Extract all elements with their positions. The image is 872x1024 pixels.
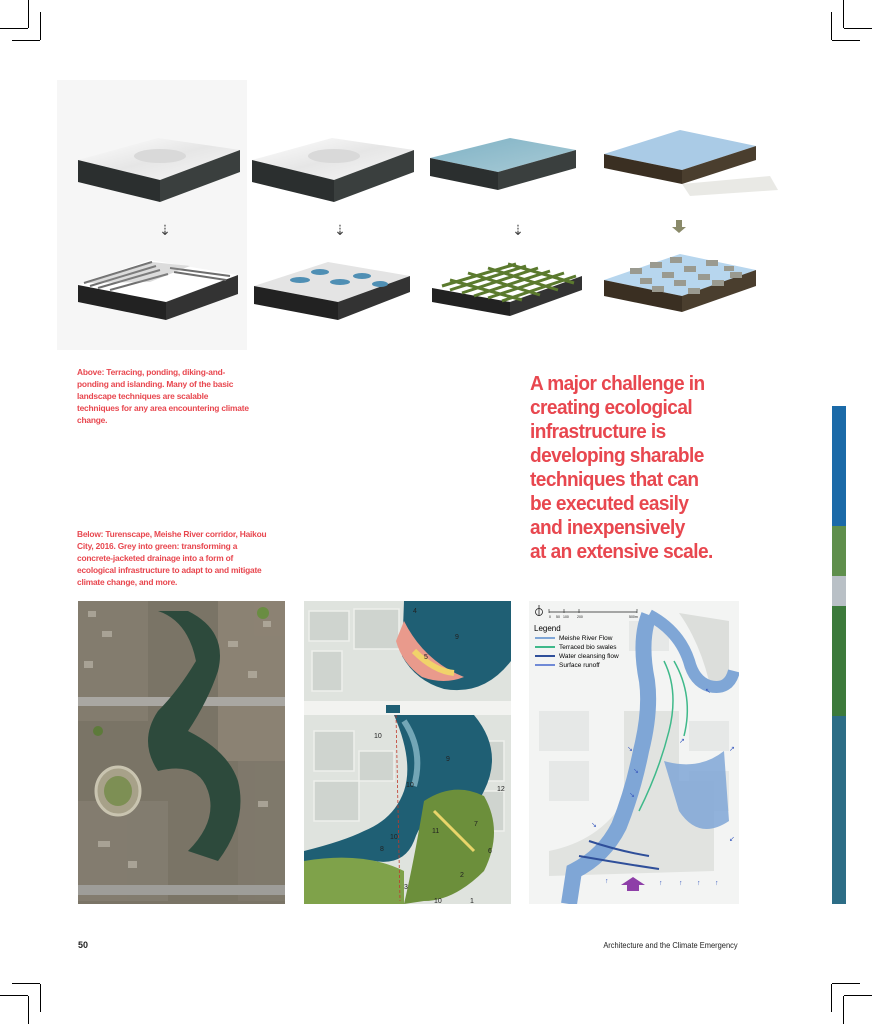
pull-quote: A major challenge in creating ecological infrastructure is developing sharable techniques that can be executed easily and inexpensively at an extensive scale.: [530, 372, 713, 563]
terrain-block-1: [78, 138, 240, 202]
arrow-down-icon: ⇣: [159, 222, 171, 238]
plan-number: 9: [446, 756, 450, 763]
flow-arrow-icon: ↙: [729, 836, 735, 843]
crop-mark: [832, 40, 860, 41]
crop-mark: [40, 12, 41, 40]
scale-label: 200: [577, 615, 583, 619]
plan-number: 9: [455, 634, 459, 641]
terracing-block: [78, 260, 238, 320]
plan-number: 4: [413, 608, 417, 615]
terrain-block-2: [252, 138, 414, 202]
crop-mark: [28, 0, 29, 28]
arrow-down-icon: ⇣: [334, 222, 346, 238]
plan-number: 3: [404, 884, 408, 891]
flow-arrow-icon: ↑: [697, 880, 701, 887]
scale-label: 0: [549, 615, 551, 619]
arrow-down-icon: ⇣: [512, 222, 524, 238]
crop-mark: [843, 996, 844, 1024]
flow-arrow-icon: ↖: [705, 688, 711, 695]
plan-number: 8: [380, 846, 384, 853]
crop-mark: [0, 995, 28, 996]
caption-above: Above: Terracing, ponding, diking-and-ponding and islanding. Many of the basic landscape techniques are scalable techniques for any area encountering climate change.: [77, 367, 249, 425]
crop-mark: [831, 12, 832, 40]
plan-number: 10: [406, 782, 414, 789]
plan-number: 6: [488, 848, 492, 855]
crop-mark: [832, 983, 860, 984]
facing-page-image-strip: [832, 406, 846, 904]
plan-number: 11: [432, 828, 440, 835]
crop-mark: [831, 984, 832, 1012]
flow-arrow-icon: ↑: [605, 878, 609, 885]
terrain-block-4: [604, 130, 778, 196]
site-plan: [304, 601, 511, 904]
flow-arrow-icon: ↑: [715, 880, 719, 887]
crop-mark: [12, 40, 40, 41]
legend-item: Meishe River Flow: [559, 635, 613, 642]
plan-number: 10: [390, 834, 398, 841]
crop-mark: [844, 28, 872, 29]
scale-label: 50: [556, 615, 560, 619]
legend-item: Terraced bio swales: [559, 644, 617, 651]
diking-ponding-block: [432, 262, 582, 316]
plan-number: 7: [474, 821, 478, 828]
flow-arrow-icon: ↗: [679, 738, 685, 745]
aerial-photo: [78, 601, 285, 904]
landscape-techniques-diagram: [70, 120, 790, 335]
scale-label: 500m: [629, 615, 638, 619]
plan-number: 1: [470, 898, 474, 904]
scale-label: 100: [563, 615, 569, 619]
plan-number: 10: [374, 733, 382, 740]
ponding-block: [254, 262, 410, 320]
plan-number: 5: [424, 654, 428, 661]
page-number: 50: [78, 940, 89, 950]
flow-arrow-icon: ↗: [729, 746, 735, 753]
plan-number: 2: [460, 872, 464, 879]
flow-arrow-icon: ↘: [627, 746, 633, 753]
flow-map: [529, 601, 739, 904]
caption-below: Below: Turenscape, Meishe River corridor, Haikou City, 2016. Grey into green: transforming a concrete-jacketed drainage into a form of ecological infrastructure to adapt to and mitigate climate change, and more.: [77, 529, 267, 587]
flow-arrow-icon: ↑: [679, 880, 683, 887]
terrain-block-3: [430, 138, 576, 190]
crop-mark: [28, 996, 29, 1024]
flow-arrow-icon: ↘: [629, 792, 635, 799]
legend-item: Surface runoff: [559, 662, 600, 669]
crop-mark: [0, 28, 28, 29]
legend-item: Water cleansing flow: [559, 653, 619, 660]
flow-arrow-icon: ↑: [659, 880, 663, 887]
arrow-down-icon: [672, 220, 686, 233]
running-title: Architecture and the Climate Emergency: [603, 940, 738, 950]
islanding-block: [604, 254, 756, 312]
crop-mark: [40, 984, 41, 1012]
crop-mark: [844, 995, 872, 996]
legend-title: Legend: [534, 624, 561, 633]
flow-arrow-icon: ↘: [633, 768, 639, 775]
crop-mark: [843, 0, 844, 28]
plan-number: 10: [434, 898, 442, 904]
crop-mark: [12, 983, 40, 984]
plan-number: 12: [497, 786, 505, 793]
flow-arrow-icon: ↘: [591, 822, 597, 829]
